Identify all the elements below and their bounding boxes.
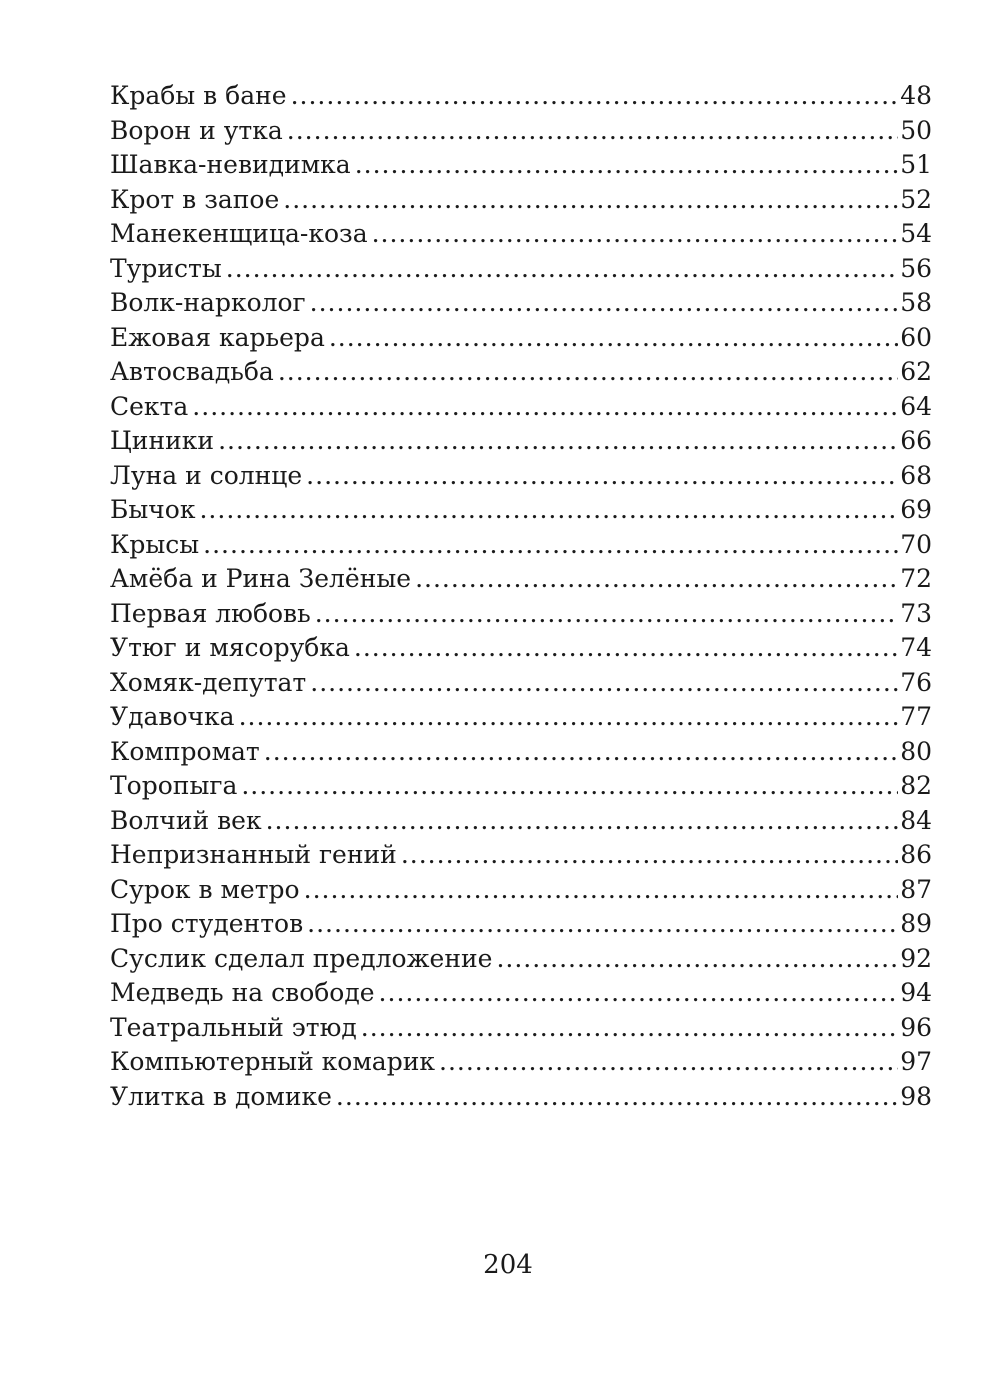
toc-entry: [110, 459, 932, 494]
toc-dot-leader: [307, 907, 898, 942]
toc-entry: [110, 528, 932, 563]
toc-dot-leader: [239, 700, 899, 735]
toc-entry-title: Луна и солнце: [110, 460, 303, 490]
toc-entry-title: Суслик сделал предложение: [110, 943, 493, 973]
toc-entry-page: 74: [900, 633, 932, 662]
toc-dot-leader: [203, 528, 898, 563]
toc-entry-title: Волчий век: [110, 805, 262, 835]
toc-entry: [110, 769, 932, 804]
toc-entry-title: Манекенщица-коза: [110, 219, 368, 248]
toc-entry-title: Секта: [110, 391, 189, 421]
toc-dot-leader: [372, 217, 899, 252]
toc-entry-title: Автосвадьба: [110, 357, 274, 386]
toc-entry-page: 69: [900, 495, 932, 524]
toc-entry-title: Крысы: [110, 529, 200, 559]
toc-entry: [110, 424, 932, 459]
toc-entry: [110, 976, 932, 1011]
toc-entry-page: 54: [900, 219, 932, 248]
toc-dot-leader: [266, 804, 899, 839]
toc-entry-title: Хомяк-депутат: [110, 667, 307, 697]
toc-entry: [110, 942, 932, 977]
toc-entry: [110, 597, 932, 632]
toc-dot-leader: [306, 459, 898, 494]
toc-entry: [110, 114, 932, 149]
toc-dot-leader: [241, 769, 898, 804]
toc-entry-page: 68: [900, 460, 932, 490]
toc-entry-page: 82: [900, 771, 932, 800]
toc-entry: [110, 666, 932, 701]
toc-entry-page: 86: [900, 840, 932, 869]
toc-entry-title: Первая любовь: [110, 598, 311, 628]
toc-entry-title: Компромат: [110, 736, 260, 766]
toc-entry: [110, 700, 932, 735]
toc-entry-title: Бычок: [110, 495, 196, 524]
toc-entry-page: 48: [900, 81, 932, 110]
toc-dot-leader: [226, 252, 898, 287]
toc-entry-page: 76: [900, 667, 932, 697]
toc-entry-title: Ворон и утка: [110, 115, 283, 145]
toc-entry-page: 51: [900, 150, 932, 179]
toc-entry: [110, 804, 932, 839]
toc-dot-leader: [310, 666, 898, 701]
toc-entry-page: 73: [900, 598, 932, 628]
toc-entry-title: Крот в запое: [110, 184, 280, 214]
toc-entry: [110, 355, 932, 390]
toc-entry: [110, 907, 932, 942]
toc-entry-title: Торопыга: [110, 771, 238, 800]
toc-entry-page: 66: [900, 426, 932, 455]
toc-dot-leader: [283, 183, 898, 218]
toc-dot-leader: [329, 321, 898, 356]
toc-entry: [110, 493, 932, 528]
toc-entry-title: Компьютерный комарик: [110, 1047, 435, 1076]
toc-entry-page: 50: [900, 115, 932, 145]
toc-entry-page: 60: [900, 322, 932, 352]
toc-entry-page: 80: [900, 736, 932, 766]
toc-entry-page: 87: [900, 874, 932, 904]
toc-entry: [110, 562, 932, 597]
toc-dot-leader: [199, 493, 898, 528]
toc-entry-page: 52: [900, 184, 932, 214]
toc-entry-title: Улитка в домике: [110, 1081, 332, 1111]
toc-dot-leader: [336, 1080, 898, 1115]
toc-entry: [110, 1045, 932, 1080]
toc-dot-leader: [415, 562, 898, 597]
toc-entry: [110, 631, 932, 666]
toc-entry-title: Медведь на свободе: [110, 978, 375, 1007]
toc-entry: [110, 148, 932, 183]
toc-entry: [110, 390, 932, 425]
toc-entry-title: Ежовая карьера: [110, 322, 325, 352]
toc-entry: [110, 1011, 932, 1046]
toc-dot-leader: [496, 942, 898, 977]
toc-entry-page: 56: [900, 253, 932, 283]
toc-entry-page: 92: [900, 943, 932, 973]
toc-entry: [110, 252, 932, 287]
toc-entry: [110, 217, 932, 252]
toc-entry-page: 77: [900, 702, 932, 731]
toc-dot-leader: [278, 355, 898, 390]
toc-entry-page: 62: [900, 357, 932, 386]
toc-entry-title: Про студентов: [110, 909, 304, 938]
toc-entry: [110, 735, 932, 770]
toc-dot-leader: [264, 735, 898, 770]
toc-entry-title: Амёба и Рина Зелёные: [110, 564, 412, 593]
toc-entry: [110, 838, 932, 873]
toc-dot-leader: [287, 114, 898, 149]
toc-entry: [110, 873, 932, 908]
toc-dot-leader: [354, 631, 898, 666]
toc-dot-leader: [439, 1045, 898, 1080]
toc-dot-leader: [361, 1011, 898, 1046]
toc-dot-leader: [310, 286, 899, 321]
toc-entry-title: Удавочка: [110, 702, 235, 731]
toc-entry-page: 97: [900, 1047, 932, 1076]
table-of-contents: [110, 79, 932, 1114]
toc-entry-title: Циники: [110, 426, 215, 455]
toc-entry-page: 94: [900, 978, 932, 1007]
toc-entry-title: Театральный этюд: [110, 1012, 357, 1042]
toc-entry-page: 72: [900, 564, 932, 593]
toc-entry: [110, 1080, 932, 1115]
page-number: 204: [483, 1250, 533, 1280]
toc-dot-leader: [304, 873, 899, 908]
toc-entry: [110, 321, 932, 356]
toc-entry-title: Туристы: [110, 253, 222, 283]
toc-dot-leader: [218, 424, 898, 459]
toc-entry-title: Сурок в метро: [110, 874, 300, 904]
toc-dot-leader: [379, 976, 899, 1011]
toc-entry: [110, 286, 932, 321]
toc-dot-leader: [291, 79, 899, 114]
toc-entry-title: Крабы в бане: [110, 81, 287, 110]
toc-entry-page: 89: [900, 909, 932, 938]
toc-entry-page: 58: [900, 288, 932, 317]
toc-dot-leader: [192, 390, 898, 425]
toc-entry-page: 70: [900, 529, 932, 559]
toc-entry: [110, 183, 932, 218]
toc-entry-title: Шавка-невидимка: [110, 150, 351, 179]
toc-entry-title: Волк-нарколог: [110, 288, 306, 317]
toc-dot-leader: [315, 597, 898, 632]
toc-entry-page: 84: [900, 805, 932, 835]
toc-dot-leader: [401, 838, 898, 873]
toc-entry-page: 98: [900, 1081, 932, 1111]
toc-entry: [110, 79, 932, 114]
toc-entry-page: 96: [900, 1012, 932, 1042]
toc-dot-leader: [355, 148, 898, 183]
toc-entry-title: Утюг и мясорубка: [110, 633, 350, 662]
toc-entry-title: Непризнанный гений: [110, 840, 397, 869]
toc-entry-page: 64: [900, 391, 932, 421]
